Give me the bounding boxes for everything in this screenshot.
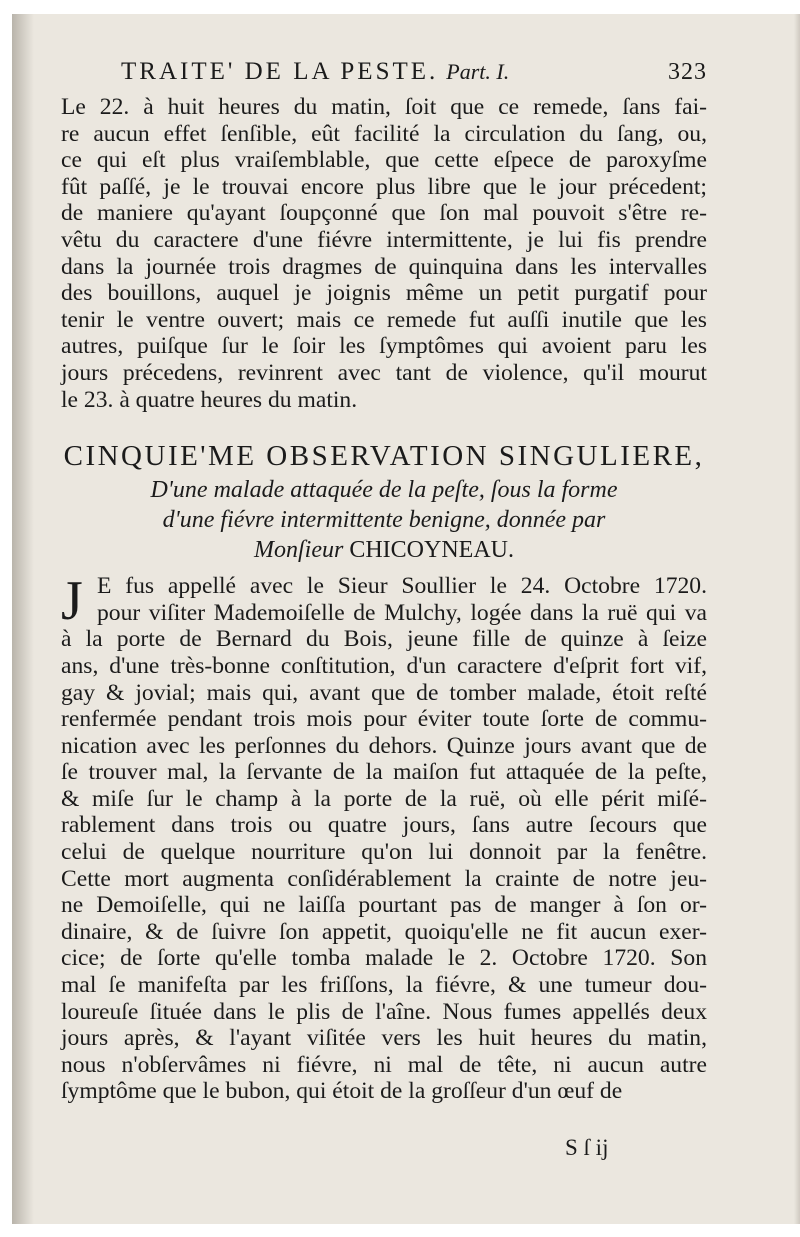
running-header <box>121 58 707 94</box>
page-text <box>61 58 707 1105</box>
subtitle-line: D'une malade attaquée de la peſte, ſous la forme <box>150 477 618 504</box>
header-title-group <box>121 58 509 86</box>
section-subtitle <box>61 475 707 535</box>
text-line: re aucun effet ſenſible, eût facilité la circulation du ſang, ou, <box>61 120 707 147</box>
section-title: CINQUIE'ME OBSERVATION SINGULIERE, <box>63 440 705 473</box>
text-line: dans la journée trois dragmes de quinquina dans les intervalles <box>61 253 707 280</box>
text-line: mal ſe manifeſta par les friſſons, la fiévre, & une tumeur dou- <box>61 972 707 999</box>
text-line: pour viſiter Mademoiſelle de Mulchy, logée dans la ruë qui va <box>97 599 707 626</box>
book-page <box>12 14 800 1224</box>
drop-cap: J <box>61 570 83 633</box>
text-line: renfermée pendant trois mois pour éviter toute ſorte de commu- <box>61 706 707 733</box>
text-line: rablement dans trois ou quatre jours, ſans autre ſecours que <box>61 812 707 839</box>
signature-mark: S ſ ij <box>565 1135 609 1160</box>
paragraph-2-lines <box>61 570 707 1105</box>
part-label: Part. I. <box>446 59 510 84</box>
text-line: le 23. à quatre heures du matin. <box>61 386 358 413</box>
author-line <box>61 535 707 565</box>
author-prefix: Monſieur <box>254 537 344 564</box>
page-edge <box>794 14 800 1224</box>
paragraph-2 <box>61 570 707 1105</box>
paragraph-1 <box>61 94 707 413</box>
text-line: E fus appellé avec le Sieur Soullier le 24. Octobre 1720. <box>97 573 707 600</box>
text-line: à la porte de Bernard du Bois, jeune fille de quinze à ſeize <box>61 626 707 653</box>
text-line: de maniere qu'ayant ſoupçonné que ſon mal pouvoit s'être re- <box>61 200 707 227</box>
text-line: des bouillons, auquel je joignis même un petit purgatif pour <box>61 280 707 307</box>
text-line: celui de quelque nourriture qu'on lui donnoit par la fenêtre. <box>61 839 707 866</box>
text-line: loureuſe ſituée dans le plis de l'aîne. Nous fumes appellés deux <box>61 998 707 1025</box>
text-line: nication avec les perſonnes du dehors. Quinze jours avant que de <box>61 732 707 759</box>
author-name: CHICOYNEAU. <box>349 537 514 564</box>
text-line: dinaire, & de ſuivre ſon appetit, quoiqu'elle ne fit aucun exer- <box>61 918 707 945</box>
text-line: ſymptôme que le bubon, qui étoit de la groſſeur d'un œuf de <box>61 1078 623 1105</box>
text-line: ſe trouver mal, la ſervante de la maiſon fut attaquée de la peſte, <box>61 759 707 786</box>
text-line: Cette mort augmenta conſidérablement la crainte de notre jeu- <box>61 865 707 892</box>
text-line: Le 22. à huit heures du matin, ſoit que ce remede, ſans fai- <box>61 94 707 120</box>
text-line: ans, d'une très-bonne conſtitution, d'un caractere d'eſprit fort vif, <box>61 652 707 679</box>
text-line: ne Demoiſelle, qui ne laiſſa pourtant pas de manger à ſon or- <box>61 892 707 919</box>
text-line: vêtu du caractere d'une fiévre intermittente, je lui fis prendre <box>61 226 707 253</box>
text-line: jours précedens, revinrent avec tant de violence, qu'il mourut <box>61 359 707 386</box>
text-line: jours après, & l'ayant viſitée vers les huit heures du matin, <box>61 1025 707 1052</box>
gutter-shadow <box>12 14 34 1224</box>
text-line: ce qui eſt plus vraiſemblable, que cette eſpece de paroxyſme <box>61 147 707 174</box>
text-line: tenir le ventre ouvert; mais ce remede fut auſſi inutile que les <box>61 306 707 333</box>
text-line: cice; de ſorte qu'elle tomba malade le 2. Octobre 1720. Son <box>61 945 707 972</box>
running-title: TRAITE' DE LA PESTE. <box>121 58 439 85</box>
text-line: & miſe ſur le champ à la porte de la ruë, où elle périt miſé- <box>61 785 707 812</box>
subtitle-line: d'une fiévre intermittente benigne, donnée par <box>162 507 606 534</box>
text-line: nous n'obſervâmes ni fiévre, ni mal de tête, ni aucun autre <box>61 1051 707 1078</box>
text-line: gay & jovial; mais qui, avant que de tomber malade, étoit reſté <box>61 679 707 706</box>
spacer <box>61 413 707 437</box>
text-line: fût paſſé, je le trouvai encore plus libre que le jour précedent; <box>61 173 707 200</box>
text-line: autres, puiſque ſur le ſoir les ſymptômes qui avoient paru les <box>61 333 707 360</box>
page-number: 323 <box>668 59 707 85</box>
